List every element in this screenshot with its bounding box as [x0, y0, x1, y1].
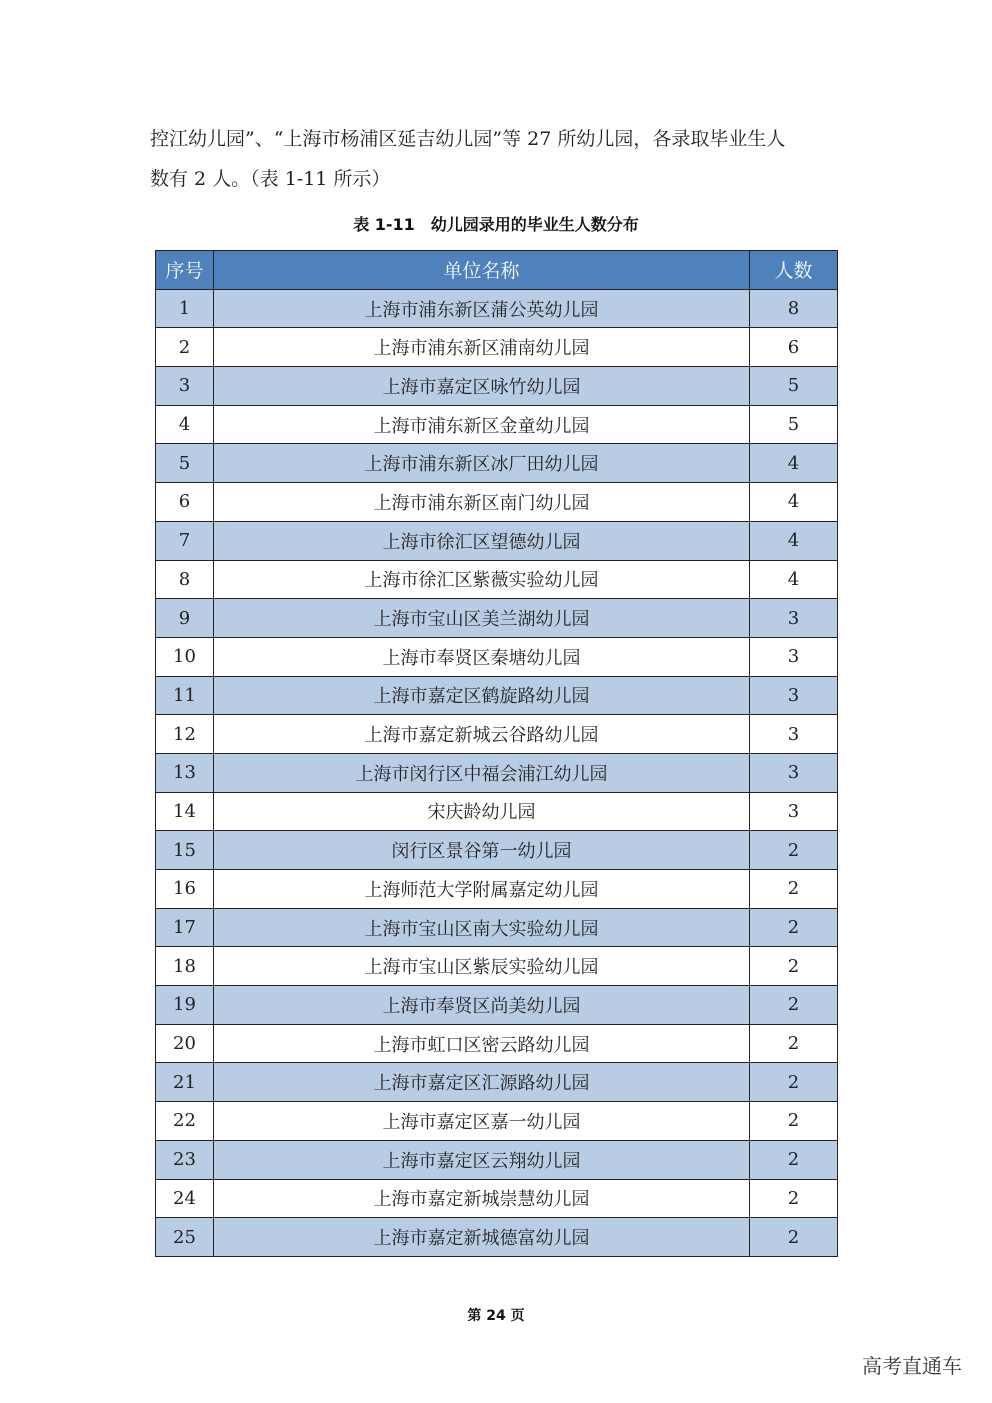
row-count: 3: [750, 753, 838, 792]
row-index: 17: [156, 908, 214, 947]
row-index: 16: [156, 870, 214, 909]
table-row: [156, 1218, 838, 1257]
row-unit-name: 上海市宝山区南大实验幼儿园: [214, 908, 750, 947]
row-unit-name: 上海市嘉定区咏竹幼儿园: [214, 367, 750, 406]
header-count: 人数: [750, 251, 838, 290]
table-row: [156, 676, 838, 715]
row-count: 3: [750, 715, 838, 754]
row-unit-name: 上海市嘉定区嘉一幼儿园: [214, 1102, 750, 1141]
table-row: [156, 289, 838, 328]
row-count: 3: [750, 599, 838, 638]
row-index: 7: [156, 521, 214, 560]
row-count: 2: [750, 1140, 838, 1179]
header-unit-name: 单位名称: [214, 251, 750, 290]
table-row: [156, 483, 838, 522]
row-count: 2: [750, 947, 838, 986]
body-paragraph: [150, 119, 850, 199]
row-index: 6: [156, 483, 214, 522]
row-count: 5: [750, 367, 838, 406]
row-unit-name: 上海市浦东新区蒲公英幼儿园: [214, 289, 750, 328]
table-header-row: [156, 251, 838, 290]
row-index: 24: [156, 1179, 214, 1218]
row-index: 21: [156, 1063, 214, 1102]
row-index: 19: [156, 986, 214, 1025]
row-count: 2: [750, 1102, 838, 1141]
row-index: 9: [156, 599, 214, 638]
row-index: 4: [156, 405, 214, 444]
row-unit-name: 上海市嘉定新城德富幼儿园: [214, 1218, 750, 1257]
table-row: [156, 367, 838, 406]
row-unit-name: 上海市嘉定区云翔幼儿园: [214, 1140, 750, 1179]
row-count: 2: [750, 831, 838, 870]
row-count: 4: [750, 521, 838, 560]
row-index: 5: [156, 444, 214, 483]
row-index: 1: [156, 289, 214, 328]
row-unit-name: 上海师范大学附属嘉定幼儿园: [214, 870, 750, 909]
row-count: 2: [750, 908, 838, 947]
row-unit-name: 上海市嘉定新城崇慧幼儿园: [214, 1179, 750, 1218]
watermark: 高考直通车: [862, 1354, 962, 1378]
row-count: 4: [750, 444, 838, 483]
table-row: [156, 560, 838, 599]
row-index: 23: [156, 1140, 214, 1179]
paragraph-line-2: 数有 2 人。（表 1-11 所示）: [150, 168, 391, 190]
row-unit-name: 上海市奉贤区尚美幼儿园: [214, 986, 750, 1025]
table-row: [156, 831, 838, 870]
row-index: 11: [156, 676, 214, 715]
table-row: [156, 870, 838, 909]
table-row: [156, 1063, 838, 1102]
row-count: 3: [750, 637, 838, 676]
table-row: [156, 328, 838, 367]
row-index: 15: [156, 831, 214, 870]
table-row: [156, 405, 838, 444]
table-row: [156, 947, 838, 986]
row-unit-name: 上海市徐汇区紫薇实验幼儿园: [214, 560, 750, 599]
row-unit-name: 上海市徐汇区望德幼儿园: [214, 521, 750, 560]
table-row: [156, 753, 838, 792]
table-row: [156, 521, 838, 560]
row-count: 4: [750, 483, 838, 522]
row-unit-name: 上海市嘉定区汇源路幼儿园: [214, 1063, 750, 1102]
table-row: [156, 637, 838, 676]
row-index: 8: [156, 560, 214, 599]
table-caption: 表 1-11 幼儿园录用的毕业生人数分布: [353, 215, 639, 234]
row-count: 4: [750, 560, 838, 599]
row-unit-name: 闵行区景谷第一幼儿园: [214, 831, 750, 870]
table-row: [156, 444, 838, 483]
header-index: 序号: [156, 251, 214, 290]
graduate-distribution-table: [155, 250, 838, 1257]
row-count: 5: [750, 405, 838, 444]
row-index: 13: [156, 753, 214, 792]
table-row: [156, 599, 838, 638]
row-index: 3: [156, 367, 214, 406]
table-row: [156, 1102, 838, 1141]
row-count: 2: [750, 1024, 838, 1063]
row-unit-name: 上海市闵行区中福会浦江幼儿园: [214, 753, 750, 792]
row-index: 2: [156, 328, 214, 367]
row-index: 12: [156, 715, 214, 754]
row-unit-name: 上海市浦东新区金童幼儿园: [214, 405, 750, 444]
row-unit-name: 上海市宝山区紫辰实验幼儿园: [214, 947, 750, 986]
row-count: 2: [750, 1063, 838, 1102]
row-unit-name: 上海市浦东新区南门幼儿园: [214, 483, 750, 522]
page-number: 第 24 页: [467, 1308, 525, 1324]
table-row: [156, 715, 838, 754]
row-count: 2: [750, 1218, 838, 1257]
row-unit-name: 宋庆龄幼儿园: [214, 792, 750, 831]
row-index: 22: [156, 1102, 214, 1141]
row-index: 10: [156, 637, 214, 676]
row-index: 14: [156, 792, 214, 831]
row-count: 2: [750, 1179, 838, 1218]
row-unit-name: 上海市虹口区密云路幼儿园: [214, 1024, 750, 1063]
row-count: 2: [750, 986, 838, 1025]
row-count: 2: [750, 870, 838, 909]
row-index: 25: [156, 1218, 214, 1257]
row-unit-name: 上海市嘉定区鹤旋路幼儿园: [214, 676, 750, 715]
table-row: [156, 986, 838, 1025]
row-count: 3: [750, 676, 838, 715]
row-count: 3: [750, 792, 838, 831]
table-row: [156, 1140, 838, 1179]
row-count: 8: [750, 289, 838, 328]
row-unit-name: 上海市嘉定新城云谷路幼儿园: [214, 715, 750, 754]
row-unit-name: 上海市浦东新区浦南幼儿园: [214, 328, 750, 367]
table-row: [156, 908, 838, 947]
row-index: 18: [156, 947, 214, 986]
row-unit-name: 上海市浦东新区冰厂田幼儿园: [214, 444, 750, 483]
table-row: [156, 1179, 838, 1218]
row-unit-name: 上海市宝山区美兰湖幼儿园: [214, 599, 750, 638]
table-row: [156, 1024, 838, 1063]
row-index: 20: [156, 1024, 214, 1063]
paragraph-line-1: 控江幼儿园”、“上海市杨浦区延吉幼儿园”等 27 所幼儿园，各录取毕业生人: [150, 128, 786, 150]
row-unit-name: 上海市奉贤区秦塘幼儿园: [214, 637, 750, 676]
table-row: [156, 792, 838, 831]
row-count: 6: [750, 328, 838, 367]
